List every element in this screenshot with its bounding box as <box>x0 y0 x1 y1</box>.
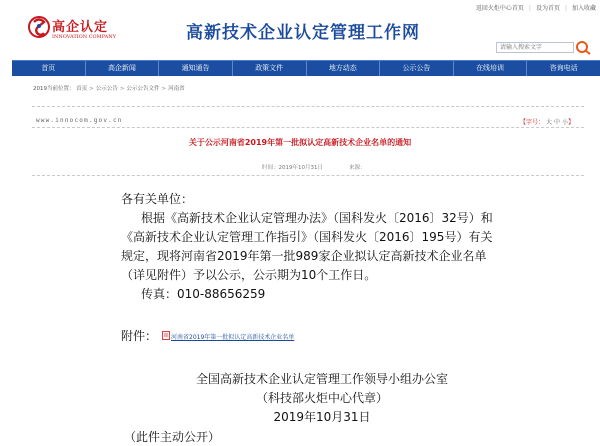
search-input[interactable] <box>496 42 574 53</box>
attachment-label: 附件： <box>121 329 158 343</box>
nav-hotline[interactable]: 咨询电话 <box>549 64 578 72</box>
nav-local[interactable]: 地方动态 <box>307 61 381 76</box>
nav-training[interactable]: 在线培训 <box>454 61 528 76</box>
font-size-control <box>520 117 574 126</box>
signature-date: 2019年10月31日 <box>273 410 371 424</box>
article-meta <box>262 163 366 171</box>
font-size-medium[interactable]: 中 <box>554 119 561 126</box>
font-size-small[interactable]: 小 <box>562 119 569 126</box>
salutation: 各有关单位： <box>121 192 194 206</box>
article-date: 时间：2019年10月31日 <box>262 165 323 171</box>
nav-news[interactable]: 高企新闻 <box>86 61 160 76</box>
divider: | <box>564 5 567 12</box>
public-note: （此件主动公开） <box>124 430 221 444</box>
breadcrumb-henan[interactable]: 河南省 <box>168 86 185 92</box>
font-size-large[interactable]: 大 <box>546 119 553 126</box>
signature-org: 全国高新技术企业认定管理工作领导小组办公室 <box>195 372 448 386</box>
logo-subtitle: INNOVATION COMPANY <box>52 34 116 40</box>
signature-seal: （科技部火炬中心代章） <box>255 391 388 405</box>
add-favorite-link[interactable]: 加入收藏 <box>571 5 596 12</box>
breadcrumb-sep: > <box>89 86 94 92</box>
nav-notices[interactable]: 通知通告 <box>159 61 233 76</box>
set-homepage-link[interactable]: 设为首页 <box>535 5 560 12</box>
article-body <box>121 190 501 304</box>
top-links <box>476 3 596 12</box>
divider <box>32 106 584 107</box>
breadcrumb-prefix: 2019当前位置： <box>33 86 75 92</box>
divider: | <box>528 5 531 12</box>
nav-policy[interactable]: 政策文件 <box>233 61 307 76</box>
nav-home[interactable]: 首页 <box>12 61 86 76</box>
article-source: 来源： <box>349 165 366 171</box>
logo-text: 高企认定 <box>52 20 109 35</box>
main-nav <box>12 60 600 76</box>
breadcrumb-announcement-files[interactable]: 公示公告文件 <box>126 86 160 92</box>
font-size-close: 】 <box>568 119 575 126</box>
article-title: 关于公示河南省2019年第一批拟认定高新技术企业名单的通知 <box>188 138 412 147</box>
search-icon[interactable] <box>575 40 593 55</box>
breadcrumb <box>33 84 185 92</box>
divider <box>32 127 584 128</box>
fax-line: 传真：010-88656259 <box>141 287 266 301</box>
breadcrumb-sep: > <box>119 86 125 92</box>
breadcrumb-announcements[interactable]: 公示公告 <box>95 86 118 92</box>
home-link[interactable]: 返回火炬中心首页 <box>475 5 524 12</box>
document-icon <box>162 331 170 340</box>
site-title: 高新技术企业认定管理工作网 <box>186 23 420 43</box>
divider <box>32 175 584 176</box>
nav-announcements[interactable]: 公示公告 <box>380 61 454 76</box>
logo[interactable] <box>28 14 148 44</box>
attachment-link[interactable]: 河南省2019年第一批拟认定高新技术企业名单 <box>171 334 295 341</box>
breadcrumb-sep: > <box>161 86 167 92</box>
article-paragraph: 根据《高新技术企业认定管理办法》（国科发火〔2016〕32号）和《高新技术企业认定管理工作指引》（国科发火〔2016〕195号）有关规定，现将河南省2019年第一批989家企业拟认定高新技术企业名单（详见附件）予以公示，公示期为10个工作日。 <box>121 211 493 282</box>
font-size-label: 【字号： <box>520 119 545 126</box>
breadcrumb-home[interactable]: 首页 <box>76 86 88 92</box>
site-url: www.innocom.gov.cn <box>36 117 123 124</box>
logo-mark-icon <box>28 14 50 40</box>
